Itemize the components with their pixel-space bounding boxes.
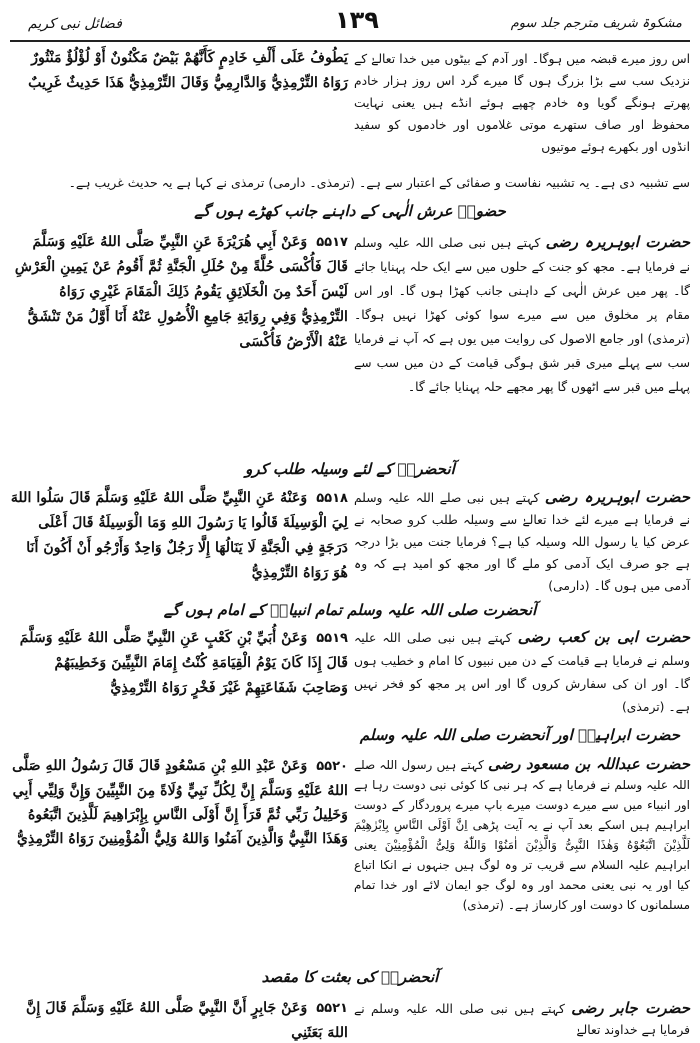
hadith-source: (ترمذی) bbox=[621, 700, 665, 714]
section-heading: آنحضرتؐ کے لئے وسیلہ طلب کرو bbox=[245, 460, 455, 478]
hadith-urdu: کہتے ہیں نبی صلی اللہ علیہ وسلم نے فرمایا ہے خداوند تعالےٰ bbox=[354, 1002, 690, 1037]
intro-full-line: سے تشبیہ دی ہے۔ یہ تشبیہ نفاست و صفائی کے اعتبار سے ہے۔ (ترمذی۔ دارمی) ترمذی نے کہا ہے یہ حدیث غریب ہے۔ bbox=[68, 175, 690, 190]
hadith-source: (ترمذی) bbox=[462, 898, 505, 912]
hadith-urdu: کہتے ہیں نبی صلے اللہ علیہ وسلم نے فرمایا ہے میرے لئے خدا تعالےٰ سے وسیلہ طلب کرو صحابہ نے عرض کیا یا رسول اللہ وسیلہ کیا ہے؟ فرمایا جنت میں بڑا درجہ ہے جو صرف ایک آدمی کو ملے گا اور مجھ کو امید ہے کہ وہ آدمی میں ہوں گا۔ bbox=[354, 491, 690, 593]
narrator: حضرت ابی بن کعب رضی bbox=[517, 628, 690, 646]
hadith-5518 bbox=[10, 486, 690, 591]
narrator: حضرت ابوہریرہ رضی bbox=[545, 233, 690, 251]
header-rule bbox=[10, 40, 690, 42]
hadith-urdu: کہتے ہیں نبی صلی اللہ علیہ وسلم نے فرمایا ہے۔ مجھ کو جنت کے حلوں میں سے ایک حلہ پہنایا جائے گا۔ پھر میں عرش الٰہی کے داہنی جانب کھڑا ہوں گا۔ اور اس مقام پر مخلوق میں سے میرے سوا کوئی کھڑا نہیں ہوگا۔ (ترمذی) اور جامع الاصول کی روایت میں یوں ہے کہ آپ نے فرمایا سب سے پہلے میری قبر شق ہوگی قیامت کے دن میں سب سے پہلے میں قبر سے اٹھوں گا پھر مجھے حلہ پہنایا جائے گا۔ bbox=[354, 236, 690, 394]
hadith-5517 bbox=[10, 230, 690, 455]
hadith-arabic: وَعَنْ أَبِي هُرَيْرَةَ عَنِ النَّبِيِّ صَلَّى اللهُ عَلَيْهِ وَسَلَّمَ قَالَ فَأُكْسَى حُلَّةً مِنْ حُلَلِ الْجَنَّةِ ثُمَّ أَقُومُ عَنْ يَمِينِ الْعَرْشِ لَيْسَ أَحَدٌ مِنَ الْخَلَائِقِ يَقُومُ ذَلِكَ الْمَقَامَ غَيْرِي رَوَاهُ التِّرْمِذِيُّ وَفِي رِوَايَةِ جَامِعِ الْأُصُولِ عَنْهُ أَنَا أَوَّلُ مَنْ تَنْشَقُّ عَنْهُ الْأَرْضُ فَأُكْسَى bbox=[14, 234, 348, 350]
hadith-number: ۵۵۱۹ bbox=[316, 631, 348, 646]
section-heading: حضرت ابراہیمؑ اور آنحضرت صلی اللہ علیہ وسلم bbox=[359, 726, 680, 744]
intro-arabic: يَطُوفُ عَلَى أَلْفِ خَادِمٍ كَأَنَّهُمْ بَيْضٌ مَكْنُونٌ أَوْ لُؤْلُؤٌ مَنْثُورٌ رَوَاهُ التِّرْمِذِيُّ وَالدَّارِمِيُّ وَقَالَ التِّرْمِذِيُّ هَذَا حَدِيثٌ غَرِيبٌ bbox=[28, 50, 348, 91]
hadith-5521 bbox=[10, 996, 690, 1041]
hadith-urdu: کہتے ہیں نبی صلی اللہ علیہ وسلم نے فرمایا ہے قیامت کے دن میں نبیوں کا امام و خطیب ہوں گا۔ اور ان کی سفارش کروں گا اور اس پر مجھ کو فخر نہیں ہے۔ bbox=[354, 631, 690, 714]
hadith-arabic: وَعَنْ جَابِرٍ أَنَّ النَّبِيَّ صَلَّى اللهُ عَلَيْهِ وَسَلَّمَ قَالَ إِنَّ اللهَ بَعَثَنِي bbox=[26, 1000, 348, 1041]
document-page bbox=[10, 6, 690, 1041]
book-title: مشکوۃ شریف مترجم جلد سوم bbox=[510, 16, 682, 31]
hadith-source: (دارمی) bbox=[548, 579, 590, 593]
hadith-arabic: وَعَنْهُ عَنِ النَّبِيِّ صَلَّى اللهُ عَلَيْهِ وَسَلَّمَ قَالَ سَلُوا اللهَ لِيَ الْوَسِيلَةَ قَالُوا يَا رَسُولَ اللهِ وَمَا الْوَسِيلَةُ قَالَ أَعْلَى دَرَجَةٍ فِي الْجَنَّةِ لَا يَنَالُهَا إِلَّا رَجُلٌ وَاحِدٌ وَأَرْجُو أَنْ أَكُونَ أَنَا هُوَ رَوَاهُ التِّرْمِذِيُّ bbox=[10, 490, 348, 581]
hadith-urdu: کہتے ہیں رسول اللہ صلے اللہ علیہ وسلم نے فرمایا ہے کہ ہر نبی کا کوئی نبی دوست رہا ہے اور انبیاء میں سے میرے دوست میرے باپ میرے پروردگار کے دوست ابراہیم ہیں اسکے بعد آپ نے یہ آیت پڑھی اِنَّ اَوْلَی النَّاسِ بِاِبْرٰهِیْمَ لَلَّذِیْنَ اتَّبَعُوْهُ وَهٰذَا النَّبِیُّ وَالَّذِیْنَ اٰمَنُوْا وَاللّٰهُ وَلِیُّ الْمُؤْمِنِیْنَ یعنی ابراہیم علیہ السلام سے قریب تر وہ لوگ ہیں جنہوں نے انکا اتباع کیا اور یہ نبی یعنی محمد اور وہ لوگ جو ایمان لائے اور خدا تمام مسلمانوں کا دوست اور کارساز ہے۔ bbox=[354, 758, 690, 912]
hadith-number: ۵۵۲۱ bbox=[316, 1001, 348, 1016]
section-heading: آنحضرتؐ کی بعثت کا مقصد bbox=[261, 968, 439, 986]
narrator: حضرت جابر رضی bbox=[571, 999, 690, 1017]
intro-block bbox=[10, 46, 690, 164]
hadith-5519 bbox=[10, 626, 690, 721]
hadith-arabic: وَعَنْ عَبْدِ اللهِ بْنِ مَسْعُودٍ قَالَ قَالَ رَسُولُ اللهِ صَلَّى اللهُ عَلَيْهِ وَسَلَّمَ إِنَّ لِكُلِّ نَبِيٍّ وُلَاةً مِنَ النَّبِيِّينَ وَإِنَّ وَلِيِّي أَبِي وَخَلِيلُ رَبِّي ثُمَّ قَرَأَ إِنَّ أَوْلَى النَّاسِ بِإِبْرَاهِيمَ لَلَّذِينَ اتَّبَعُوهُ وَهَذَا النَّبِيُّ وَالَّذِينَ آمَنُوا وَاللهُ وَلِيُّ الْمُؤْمِنِينَ رَوَاهُ التِّرْمِذِيُّ bbox=[12, 758, 348, 847]
page-number: ۱۳۹ bbox=[335, 6, 379, 34]
intro-urdu: اس روز میرے قبضہ میں ہوگا۔ اور آدم کے بیٹوں میں خدا تعالےٰ کے نزدیک سب سے بڑا بزرگ ہوں گا میرے گرد اس روز ہزار خادم پھرتے ہونگے گویا وہ خادم چھپے ہوئے انڈے ہیں یعنی نہایت محفوظ اور صاف ستھرے موتی غلاموں اور خادموں کو سفید انڈوں اور بکھرے ہوئے موتیوں bbox=[354, 52, 690, 154]
hadith-5520 bbox=[10, 754, 690, 954]
hadith-arabic: وَعَنْ أُبَيِّ بْنِ كَعْبٍ عَنِ النَّبِيِّ صَلَّى اللهُ عَلَيْهِ وَسَلَّمَ قَالَ إِذَا كَانَ يَوْمُ الْقِيَامَةِ كُنْتُ إِمَامَ النَّبِيِّينَ وَخَطِيبَهُمْ وَصَاحِبَ شَفَاعَتِهِمْ غَيْرَ فَخْرٍ رَوَاهُ التِّرْمِذِيُّ bbox=[19, 630, 348, 696]
hadith-number: ۵۵۱۷ bbox=[316, 235, 348, 250]
chapter-title: فضائل نبی کریم bbox=[28, 16, 122, 32]
hadith-number: ۵۵۲۰ bbox=[316, 759, 348, 774]
narrator: حضرت عبداللہ بن مسعود رضی bbox=[488, 755, 690, 773]
section-heading: آنحضرت صلی اللہ علیہ وسلم تمام انبیاءؑ کے امام ہوں گے bbox=[163, 601, 537, 619]
hadith-number: ۵۵۱۸ bbox=[316, 491, 348, 506]
narrator: حضرت ابوہریرہ رضی bbox=[544, 488, 690, 506]
section-heading: حضورؐ عرش الٰہی کے داہنے جانب کھڑے ہوں گے bbox=[194, 202, 506, 220]
